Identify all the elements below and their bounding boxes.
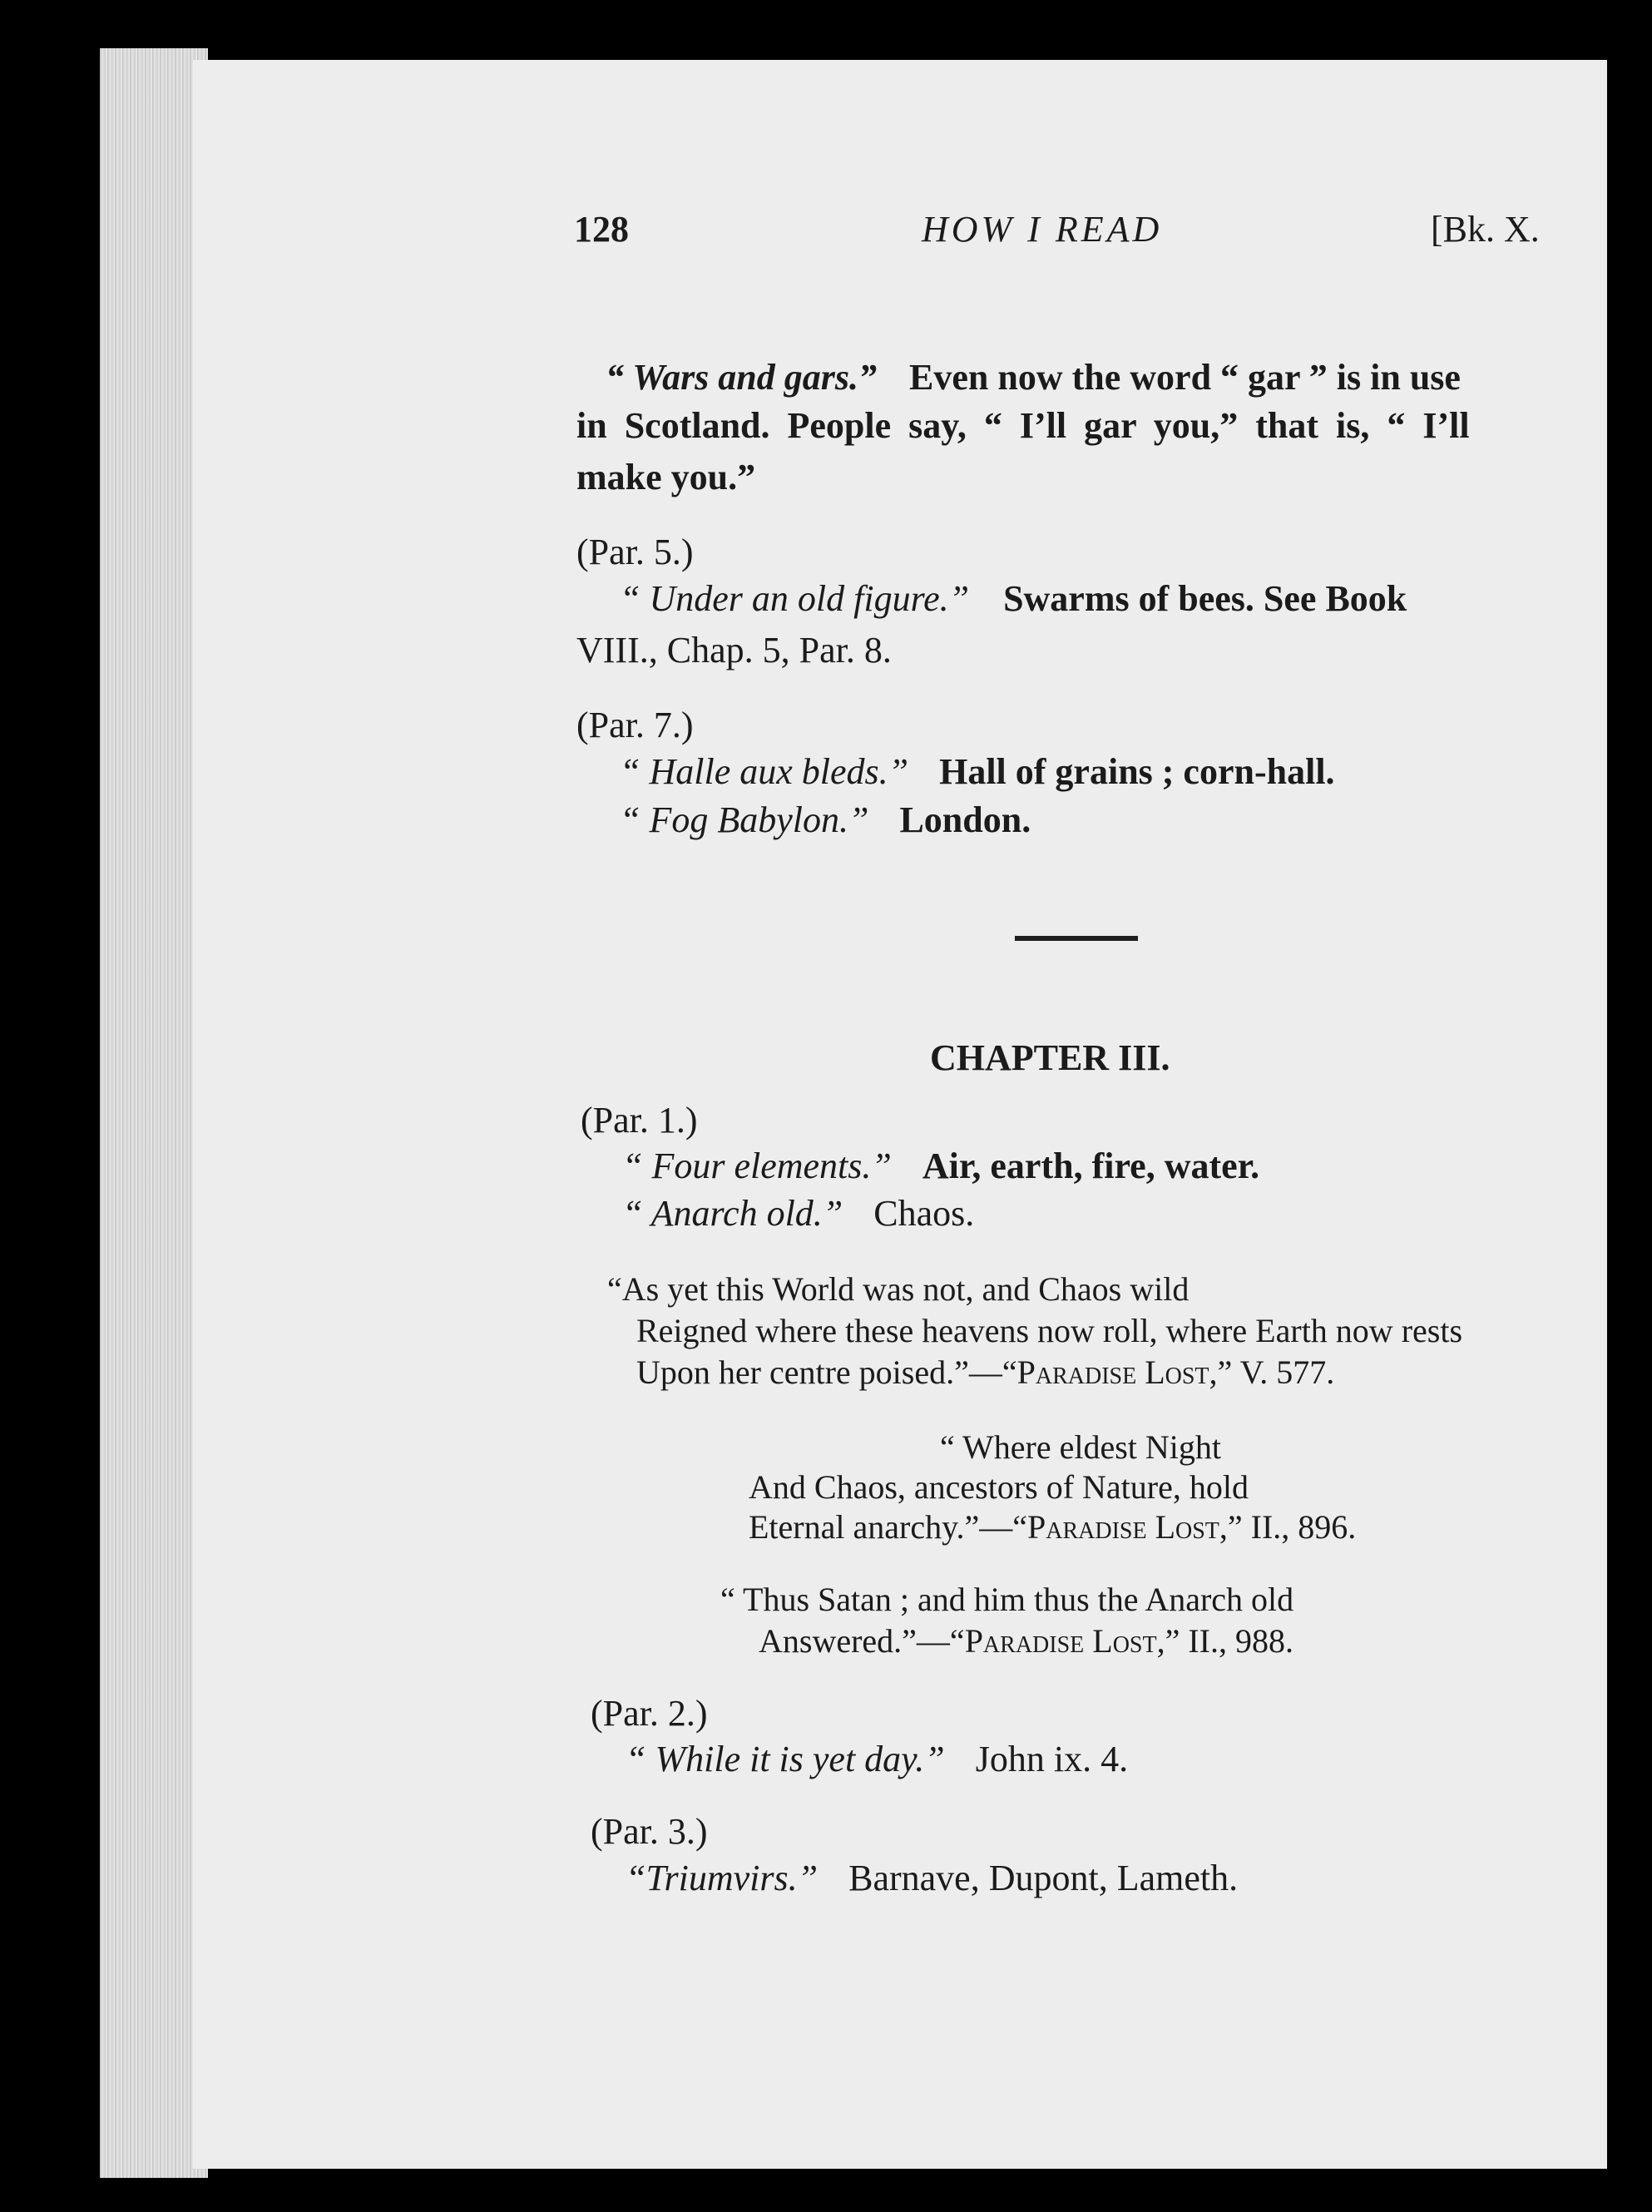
verse-line: “ Thus Satan ; and him thus the Anarch old <box>720 1581 1294 1618</box>
source-ref: ” II., 988. <box>1165 1622 1294 1660</box>
paragraph-label: (Par. 7.) <box>576 705 694 745</box>
section-divider <box>1015 936 1138 941</box>
page-edges <box>100 48 208 2178</box>
source-title: Paradise Lost, <box>964 1622 1165 1660</box>
source-title: Paradise Lost, <box>1026 1508 1228 1546</box>
gloss: London. <box>899 799 1031 840</box>
quoted-phrase: “ Four elements.” <box>622 1146 892 1186</box>
note-line <box>620 578 1407 619</box>
verse-line: “As yet this World was not, and Chaos wild <box>607 1270 1190 1308</box>
page-number: 128 <box>574 209 629 250</box>
gloss: Barnave, Dupont, Lameth. <box>848 1858 1239 1898</box>
running-title: HOW I READ <box>922 209 1163 250</box>
gloss: Swarms of bees. See Book <box>1003 578 1407 619</box>
verse-text: Upon her centre poised.”—“ <box>636 1353 1017 1391</box>
note-line: VIII., Chap. 5, Par. 8. <box>576 630 892 671</box>
verse-text: Answered.”—“ <box>759 1622 965 1660</box>
verse-line <box>749 1508 1357 1546</box>
verse-line <box>636 1353 1335 1391</box>
verse-line: “ Where eldest Night <box>940 1428 1222 1466</box>
quoted-phrase: “Triumvirs.” <box>626 1858 819 1898</box>
quoted-phrase: “ Under an old figure.” <box>620 578 970 619</box>
quoted-phrase: “ Anarch old.” <box>622 1193 843 1234</box>
quoted-phrase: “ Wars and gars.” <box>606 357 878 398</box>
quoted-phrase: “ Halle aux bleds.” <box>620 751 909 792</box>
verse-line: Reigned where these heavens now roll, where Earth now rests <box>636 1312 1463 1349</box>
gloss: Hall of grains ; corn-hall. <box>939 751 1335 792</box>
paragraph-label: (Par. 5.) <box>576 532 694 572</box>
paragraph-label: (Par. 3.) <box>591 1811 708 1852</box>
note-line: make you.” <box>576 457 756 497</box>
note-line <box>626 1860 1238 1897</box>
source-title: Paradise Lost, <box>1016 1353 1218 1391</box>
quoted-phrase: “ Fog Babylon.” <box>620 799 869 840</box>
gloss: John ix. 4. <box>975 1739 1129 1779</box>
note-line <box>620 751 1335 792</box>
verse-line: And Chaos, ancestors of Nature, hold <box>749 1468 1249 1506</box>
source-ref: ” V. 577. <box>1217 1353 1335 1391</box>
paragraph-label: (Par. 2.) <box>591 1693 708 1734</box>
verse-line <box>759 1622 1294 1660</box>
verse-text: Eternal anarchy.”—“ <box>749 1508 1027 1546</box>
gloss: Even now the word “ gar ” is in use <box>909 357 1461 398</box>
source-ref: ” II., 896. <box>1227 1508 1357 1546</box>
note-line <box>620 799 1031 840</box>
note-line <box>606 359 1461 396</box>
note-line <box>622 1195 974 1232</box>
gloss: Chaos. <box>873 1193 975 1234</box>
note-line <box>622 1148 1259 1185</box>
chapter-heading: CHAPTER III. <box>930 1037 1170 1078</box>
book-reference: [Bk. X. <box>1431 209 1540 250</box>
note-line <box>626 1741 1128 1778</box>
note-line: in Scotland. People say, “ I’ll gar you,” that is, “ I’ll <box>576 405 1470 446</box>
paragraph-label: (Par. 1.) <box>581 1100 698 1141</box>
quoted-phrase: “ While it is yet day.” <box>626 1739 945 1779</box>
gloss: Air, earth, fire, water. <box>922 1146 1260 1186</box>
